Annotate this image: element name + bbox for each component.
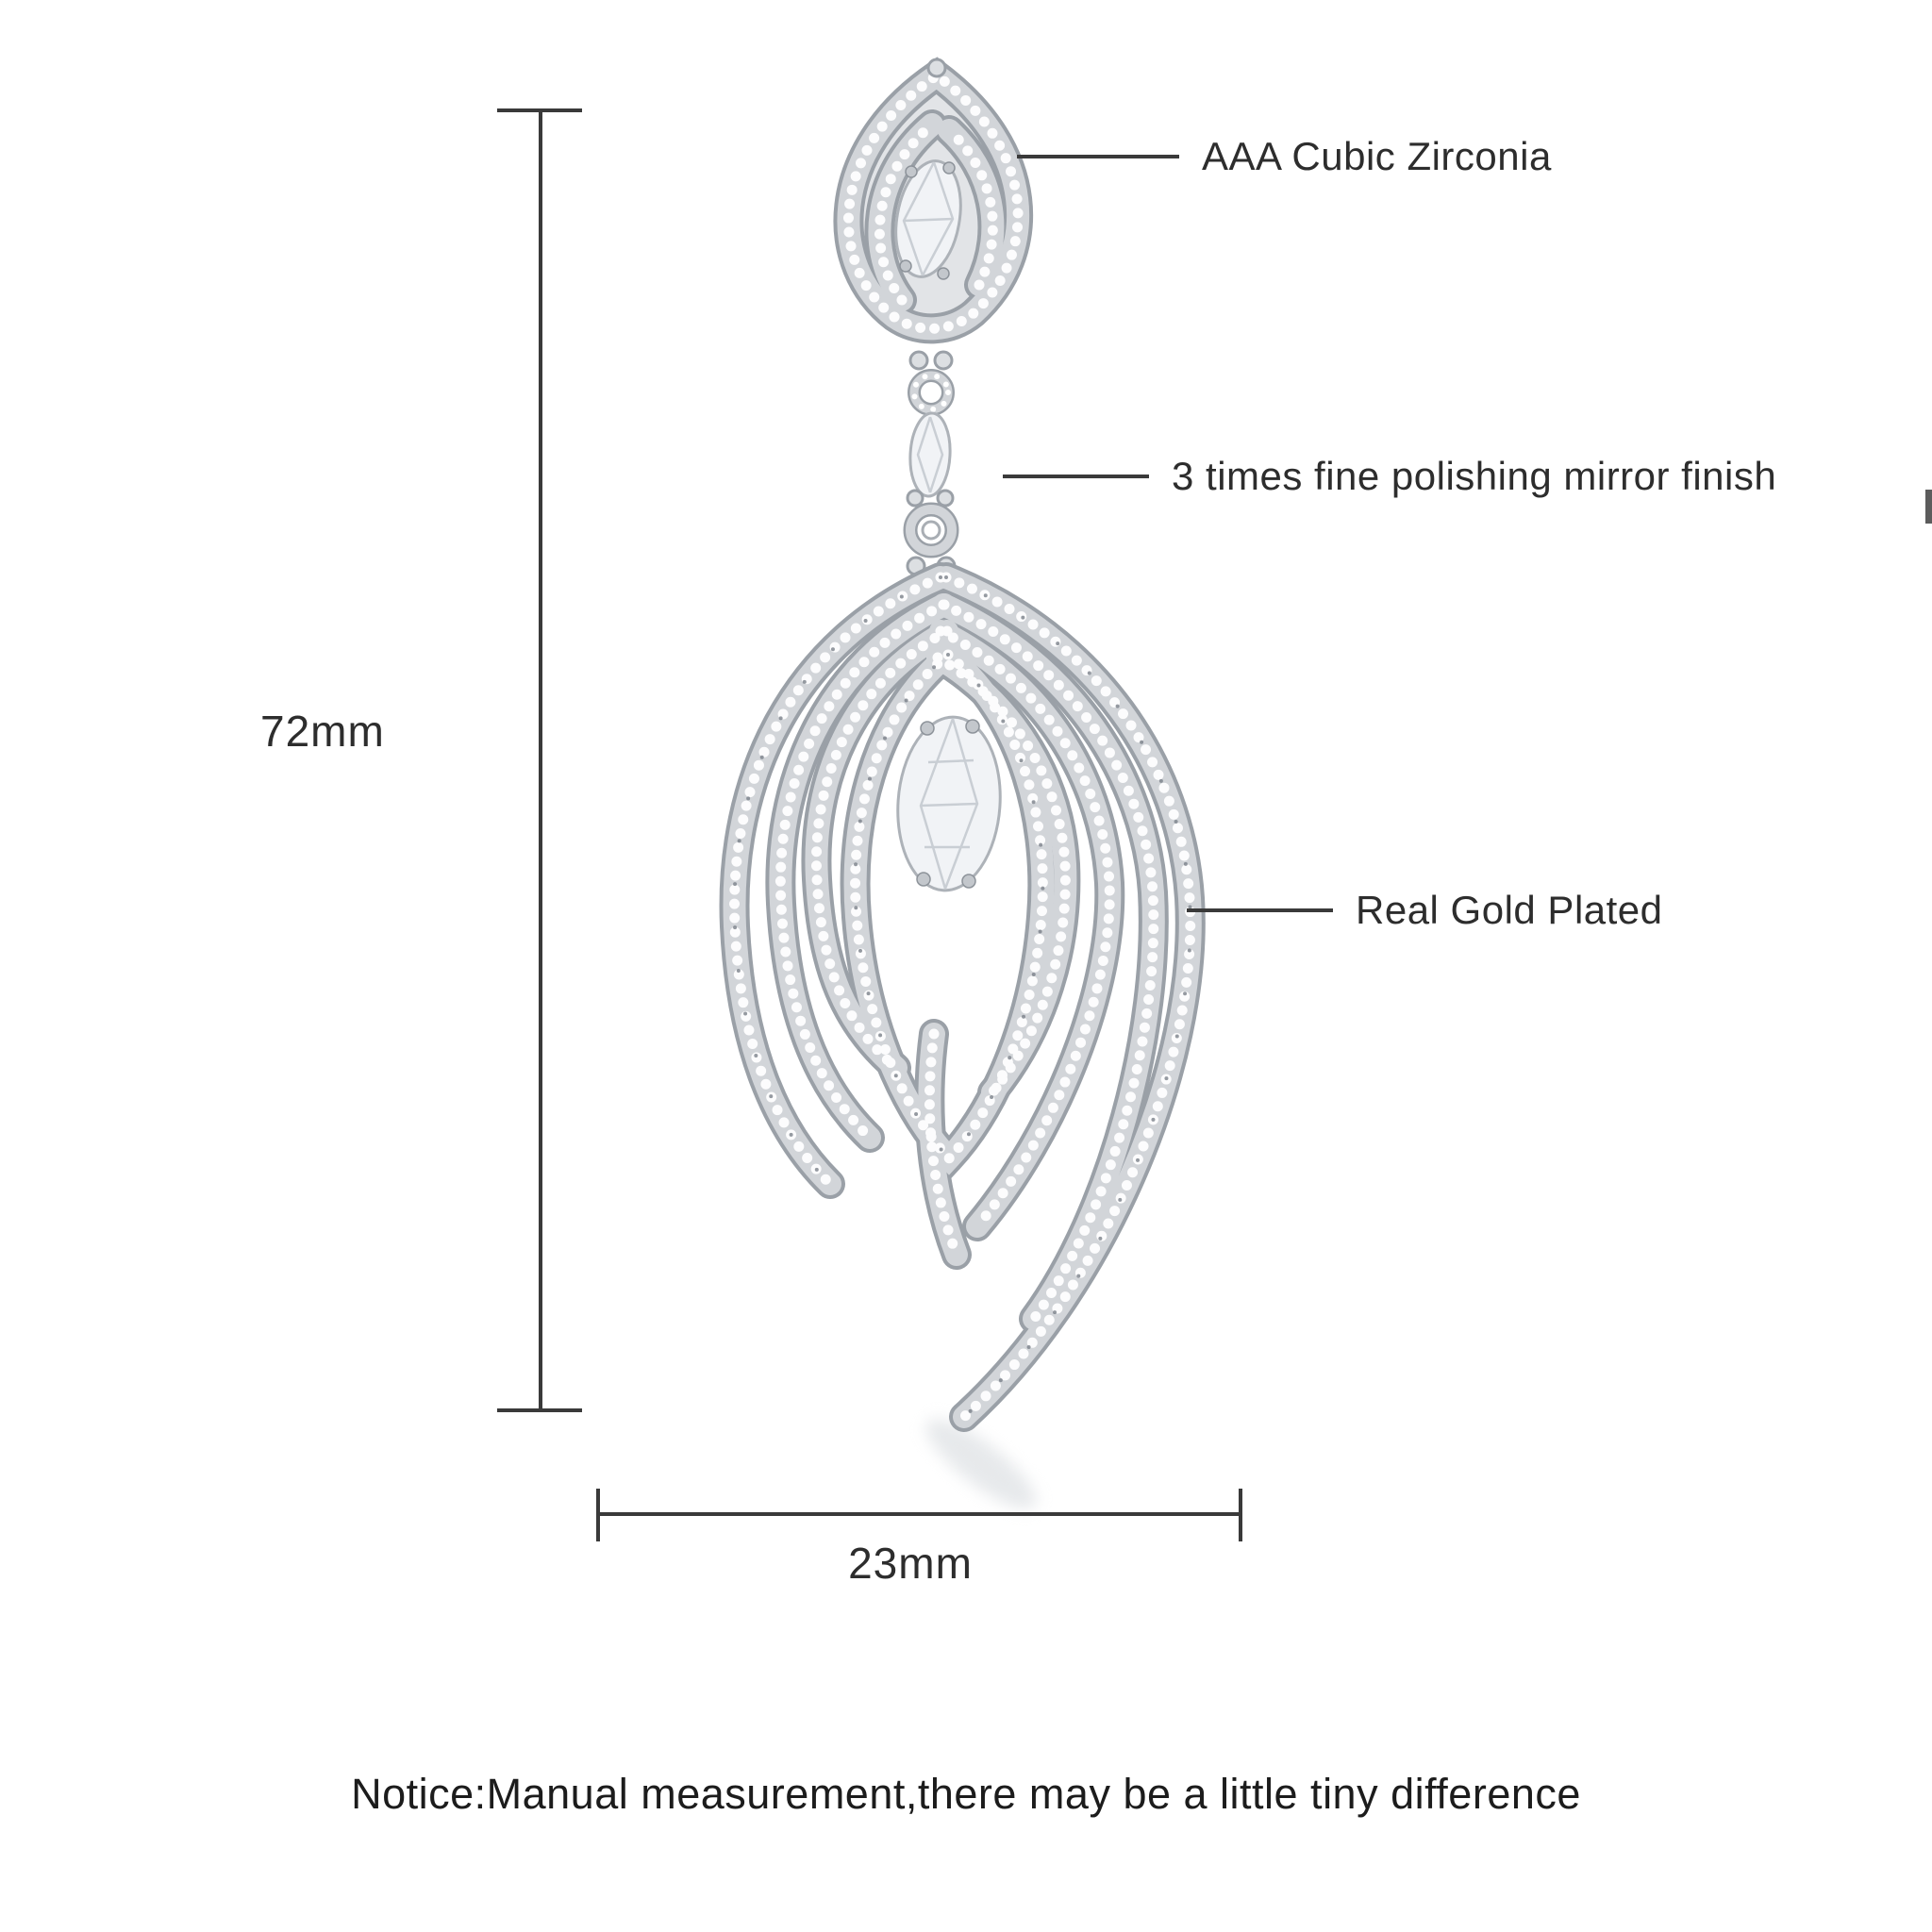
callout-label-cubic-zirconia: AAA Cubic Zirconia bbox=[1202, 134, 1552, 178]
callout-polishing bbox=[1003, 453, 1776, 500]
earring-reflection bbox=[915, 1406, 1048, 1522]
callout-gold-plated bbox=[1187, 887, 1663, 934]
callout-label-gold-plated: Real Gold Plated bbox=[1356, 888, 1663, 932]
callout-label-polishing: 3 times fine polishing mirror finish bbox=[1172, 454, 1777, 498]
earring-connector bbox=[908, 352, 955, 591]
earring-feather-body bbox=[734, 566, 1190, 1417]
callout-line bbox=[1003, 475, 1149, 478]
notice-text: Notice:Manual measurement,there may be a little tiny difference bbox=[351, 1770, 1581, 1818]
width-dimension-right-tick bbox=[1239, 1489, 1242, 1541]
callout-cubic-zirconia bbox=[1017, 133, 1552, 180]
clipped-edge-artifact bbox=[1925, 490, 1932, 524]
callout-line bbox=[1017, 155, 1179, 158]
height-dimension-label: 72mm bbox=[260, 707, 385, 756]
earring-illustration bbox=[698, 47, 1245, 1528]
height-dimension-line bbox=[539, 110, 542, 1410]
callout-line bbox=[1187, 908, 1333, 912]
height-dimension-bottom-cap bbox=[497, 1408, 582, 1412]
width-dimension-label: 23mm bbox=[848, 1539, 973, 1588]
width-dimension-line bbox=[598, 1512, 1241, 1516]
earring-stud bbox=[848, 59, 1018, 328]
